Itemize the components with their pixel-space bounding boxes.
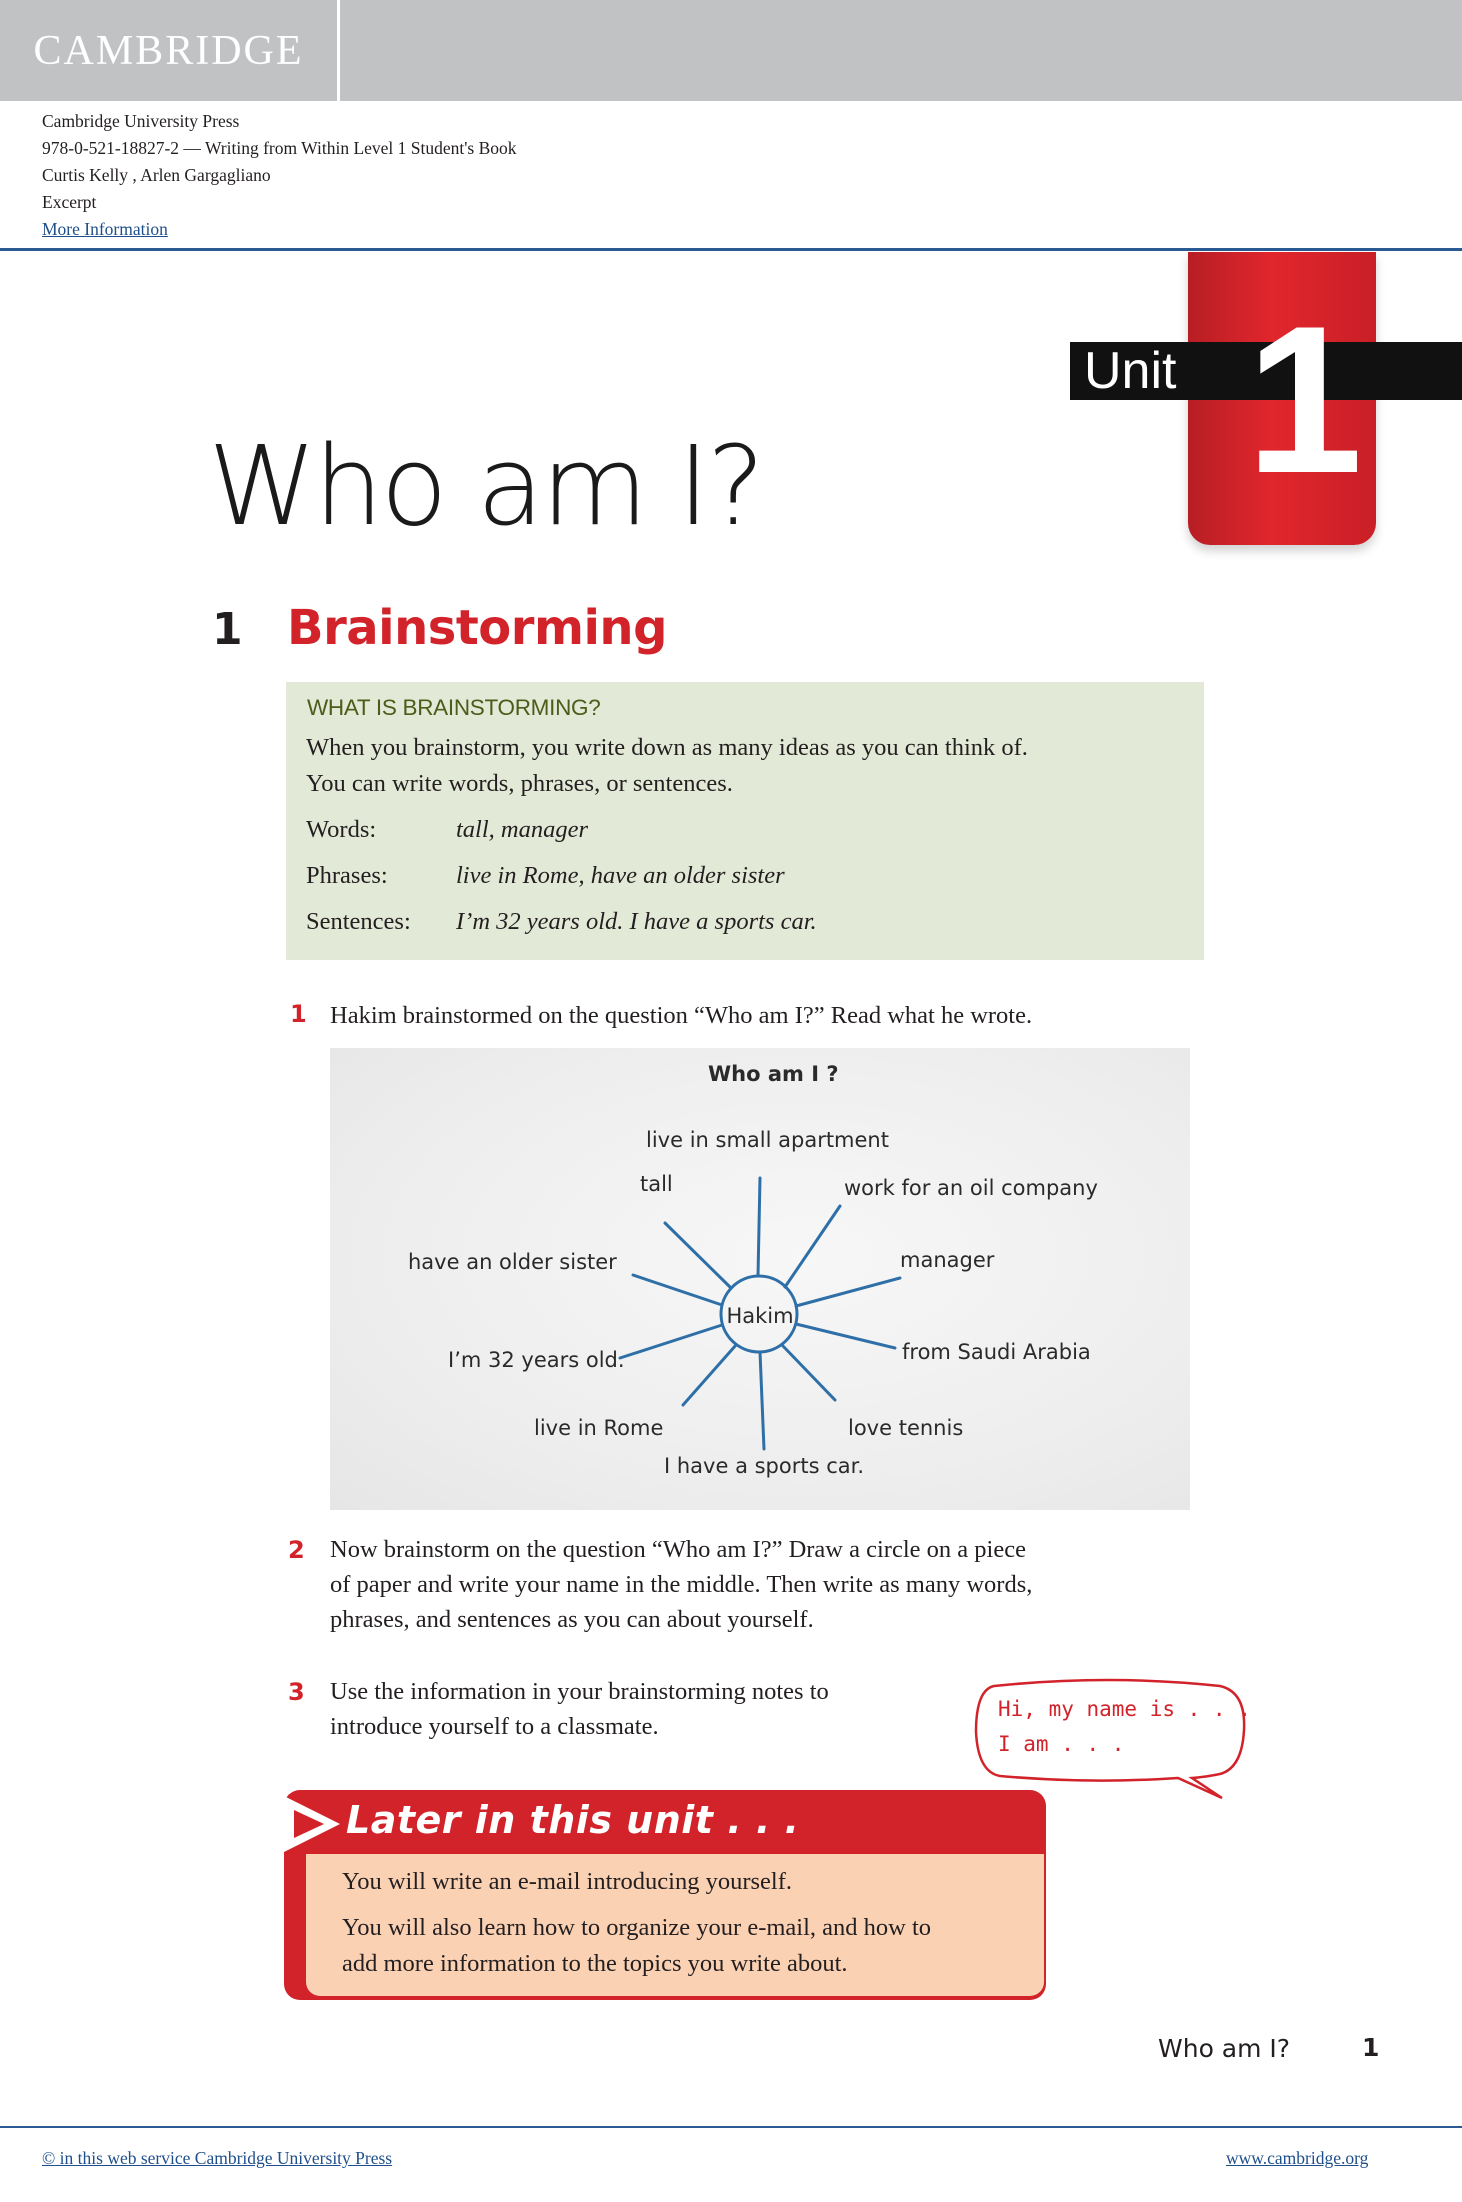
- page-number: 1: [1362, 2033, 1380, 2062]
- item-text: Hakim brainstormed on the question “Who am I?” Read what he wrote.: [330, 1002, 1033, 1029]
- diagram-label: have an older sister: [408, 1250, 617, 1274]
- bubble-line: I am . . .: [998, 1732, 1125, 1756]
- copyright-link[interactable]: © in this web service Cambridge University Press: [42, 2148, 393, 2168]
- excerpt-label: Excerpt: [42, 192, 97, 212]
- item-number: 1: [290, 1000, 307, 1028]
- diagram-label: live in Rome: [534, 1416, 664, 1440]
- info-box-line: When you brainstorm, you write down as many ideas as you can think of.: [306, 734, 1028, 761]
- item-text: [330, 1674, 829, 1744]
- diagram-label: work for an oil company: [844, 1176, 1098, 1200]
- info-box-line: You can write words, phrases, or sentences.: [306, 770, 733, 797]
- unit-number: 1: [1246, 282, 1363, 517]
- example-value: I’m 32 years old. I have a sports car.: [456, 908, 817, 935]
- more-information-link[interactable]: More Information: [42, 219, 168, 239]
- diagram-title: Who am I ?: [708, 1062, 839, 1086]
- arrow-icon: [280, 1790, 350, 1860]
- later-in-unit-title: Later in this unit . . .: [346, 1798, 800, 1842]
- book-metadata: [42, 108, 517, 243]
- item-number: 3: [288, 1678, 305, 1706]
- later-line: You will write an e-mail introducing yourself.: [342, 1868, 793, 1895]
- footer-divider: [0, 2126, 1462, 2128]
- diagram-label: live in small apartment: [646, 1128, 889, 1152]
- diagram-label: I have a sports car.: [664, 1454, 865, 1478]
- publisher: Cambridge University Press: [42, 111, 240, 131]
- isbn-title: 978-0-521-18827-2 — Writing from Within Level 1 Student's Book: [42, 138, 517, 158]
- cambridge-logo: CAMBRIDGE: [33, 27, 304, 74]
- later-line: add more information to the topics you write about.: [342, 1950, 848, 1977]
- example-label: Words:: [306, 816, 377, 843]
- website-link[interactable]: www.cambridge.org: [1226, 2148, 1369, 2168]
- item-number: 2: [288, 1536, 305, 1564]
- example-label: Phrases:: [306, 862, 388, 889]
- diagram-label: from Saudi Arabia: [902, 1340, 1091, 1364]
- section-title: Brainstorming: [287, 600, 667, 656]
- page-title: Who am I?: [208, 422, 763, 550]
- header-divider: [0, 248, 1462, 251]
- diagram-label: love tennis: [848, 1416, 964, 1440]
- example-label: Sentences:: [306, 908, 411, 935]
- logo-block: [0, 0, 340, 101]
- diagram-label: tall: [640, 1172, 673, 1196]
- item-line: Use the information in your brainstorming notes to: [330, 1678, 829, 1705]
- item-line: phrases, and sentences as you can about yourself.: [330, 1606, 814, 1633]
- item-line: of paper and write your name in the middle. Then write as many words,: [330, 1571, 1033, 1598]
- item-text: [330, 1532, 1032, 1637]
- item-line: Now brainstorm on the question “Who am I?” Draw a circle on a piece: [330, 1536, 1026, 1563]
- bubble-line: Hi, my name is . . .: [998, 1697, 1251, 1721]
- info-box-heading: WHAT IS BRAINSTORMING?: [307, 695, 601, 720]
- authors: Curtis Kelly , Arlen Gargagliano: [42, 165, 271, 185]
- diagram-label: manager: [900, 1248, 995, 1272]
- brainstorm-diagram: [330, 1048, 1190, 1510]
- diagram-center: Hakim: [726, 1304, 794, 1328]
- example-value: live in Rome, have an older sister: [456, 862, 785, 889]
- footer-title: Who am I?: [1158, 2034, 1291, 2063]
- speech-bubble-text: [998, 1692, 1251, 1762]
- item-line: introduce yourself to a classmate.: [330, 1713, 659, 1740]
- example-value: tall, manager: [456, 816, 589, 843]
- spider-lines: [330, 1048, 1190, 1510]
- section-number: 1: [212, 604, 243, 655]
- diagram-label: I’m 32 years old.: [448, 1348, 625, 1372]
- later-line: You will also learn how to organize your e-mail, and how to: [342, 1914, 932, 1941]
- unit-label: Unit: [1084, 342, 1177, 400]
